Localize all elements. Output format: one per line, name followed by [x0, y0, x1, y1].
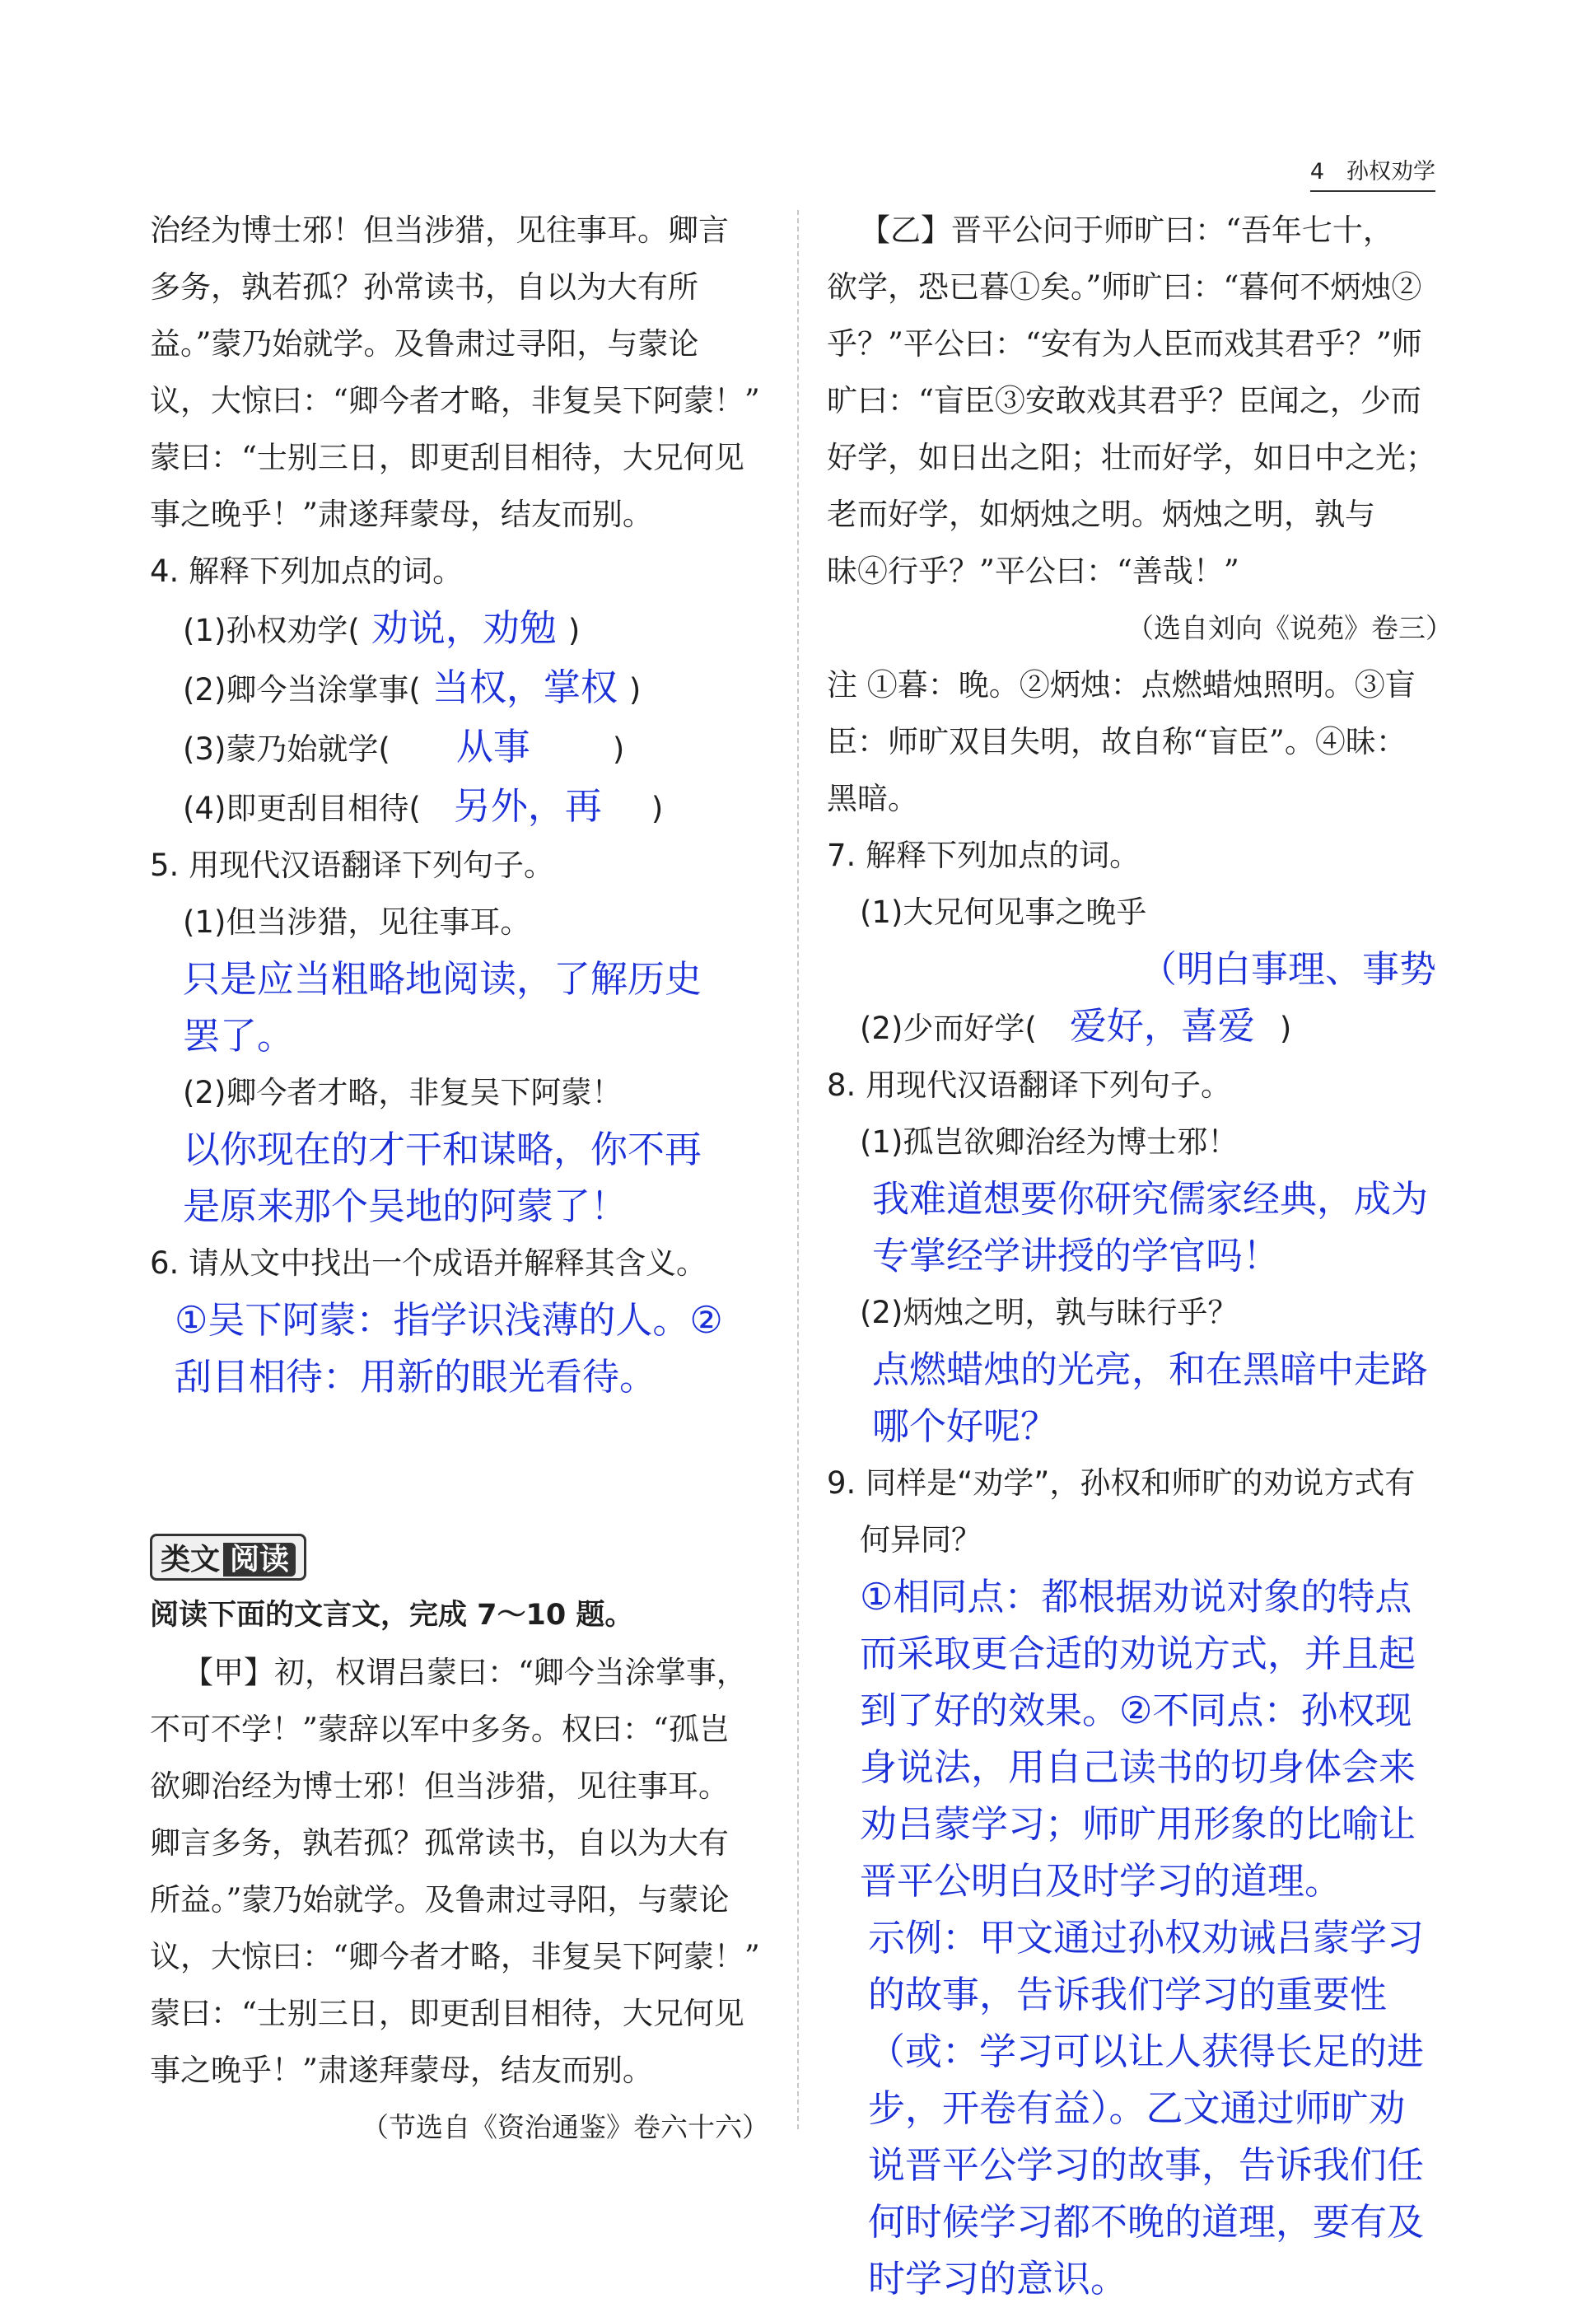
- passage-line: 乎？”平公曰：“安有为人臣而戏其君乎？”师: [827, 326, 1422, 362]
- question-title: 8. 用现代汉语翻译下列句子。: [827, 1067, 1232, 1103]
- handwritten-answer: [827, 1341, 1453, 1455]
- handwritten-answer: [827, 1170, 1453, 1284]
- sentence-prompt: (1)大兄何见事之晚乎: [860, 895, 1147, 930]
- question-item: [827, 997, 1453, 1057]
- question-item: [150, 600, 769, 659]
- passage-line: 议，大惊曰：“卿今者才略，非复吴下阿蒙！”: [150, 383, 760, 418]
- item-close: ): [567, 613, 581, 648]
- item-close: ): [651, 791, 664, 826]
- handwritten-answer: [150, 951, 769, 1064]
- source-citation: （节选自《资治通鉴》卷六十六）: [362, 2111, 769, 2143]
- passage-line: 卿言多务，孰若孤？孤常读书，自以为大有: [150, 1825, 729, 1861]
- question-item: [150, 718, 769, 778]
- passage-line: 所益。”蒙乃始就学。及鲁肃过寻阳，与蒙论: [150, 1882, 730, 1918]
- answer-line: 劝吕蒙学习；师旷用形象的比喻让: [860, 1802, 1416, 1846]
- question-item: [150, 778, 769, 837]
- passage-line: 多务，孰若孤？孙常读书，自以为大有所: [150, 269, 698, 305]
- passage-line: 蒙曰：“士别三日，即更刮目相待，大兄何见: [150, 440, 744, 475]
- passage-line: 老而好学，如炳烛之明。炳烛之明，孰与: [827, 497, 1375, 532]
- question-title: 4. 解释下列加点的词。: [150, 554, 464, 589]
- handwritten-answer: [150, 1121, 769, 1235]
- passage-jia: [150, 1644, 769, 2099]
- answer-line: ①吴下阿蒙：指学识浅薄的人。②: [175, 1298, 723, 1342]
- note-line: 注 ①暮：晚。②炳烛：点燃蜡烛照明。③盲: [827, 667, 1416, 703]
- passage-line: 治经为博士邪！但当涉猎，见往事耳。卿言: [150, 213, 729, 248]
- answer-line: 是原来那个吴地的阿蒙了！: [183, 1184, 628, 1228]
- answer-line: 以你现在的才干和谋略，你不再: [183, 1128, 702, 1171]
- passage-line: 【甲】初，权谓吕蒙曰：“卿今当涂掌事，: [183, 1655, 747, 1690]
- item-close: ): [1279, 1011, 1292, 1046]
- item-prompt: (2)卿今当涂掌事(: [183, 672, 421, 708]
- page-header: 4 孙权劝学: [1310, 153, 1435, 192]
- passage-line: 旷曰：“盲臣③安敢戏其君乎？臣闻之，少而: [827, 383, 1421, 418]
- answer-line: （或：学习可以让人获得长足的进: [868, 2030, 1425, 2073]
- answer-line: 步，开卷有益）。乙文通过师旷劝: [868, 2086, 1406, 2130]
- answer-line: ①相同点：都根据劝说对象的特点: [860, 1575, 1412, 1619]
- answer-line: 而采取更合适的劝说方式，并且起: [860, 1632, 1416, 1675]
- sentence-prompt: (2)卿今者才略，非复吴下阿蒙！: [183, 1075, 623, 1110]
- question-title-cont: 何异同？: [860, 1522, 982, 1558]
- handwritten-answer: 劝说，劝勉: [371, 606, 557, 650]
- question-5: [150, 837, 769, 1235]
- passage-line: 事之晚乎！”肃遂拜蒙母，结友而别。: [150, 497, 653, 532]
- answer-line: 身说法，用自己读书的切身体会来: [860, 1745, 1416, 1789]
- answer-line: 哪个好呢？: [872, 1404, 1058, 1448]
- question-4: [150, 543, 769, 837]
- handwritten-answer: （明白事理、事势: [1140, 947, 1437, 991]
- answer-line: 晋平公明白及时学习的道理。: [860, 1859, 1342, 1903]
- sentence-prompt: (1)孤岂欲卿治经为博士邪！: [860, 1124, 1239, 1160]
- item-prompt: (4)即更刮目相待(: [183, 791, 421, 826]
- instruction: 阅读下面的文言文，完成 7～10 题。: [150, 1599, 634, 1632]
- sentence-prompt: (2)炳烛之明，孰与昧行乎？: [860, 1295, 1239, 1330]
- sentence-prompt: (1)但当涉猎，见往事耳。: [183, 904, 531, 940]
- answer-line: 时学习的意识。: [868, 2257, 1128, 2301]
- question-9: [827, 1455, 1453, 1909]
- passage-line: 不可不学！”蒙辞以军中多务。权曰：“孤岂: [150, 1712, 730, 1747]
- passage-continuation: [150, 202, 769, 543]
- handwritten-answer: [827, 1909, 1453, 2307]
- answer-line: 我难道想要你研究儒家经典，成为: [872, 1177, 1429, 1221]
- answer-line: 点燃蜡烛的光亮，和在黑暗中走路: [872, 1348, 1429, 1391]
- handwritten-answer: [827, 1568, 1453, 1909]
- handwritten-answer: 从事: [455, 725, 530, 768]
- question-7: [827, 827, 1453, 1057]
- passage-line: 益。”蒙乃始就学。及鲁肃过寻阳，与蒙论: [150, 326, 699, 362]
- passage-line: 【乙】晋平公问于师旷曰：“吾年七十，: [860, 213, 1393, 248]
- answer-line: 专掌经学讲授的学官吗！: [872, 1234, 1281, 1278]
- answer-line: 的故事，告诉我们学习的重要性: [868, 1973, 1388, 2016]
- source-citation: （选自刘向《说苑》卷三）: [1127, 612, 1453, 644]
- note-line: 臣：师旷双目失明，故自称“盲臣”。④昧：: [827, 724, 1407, 759]
- answer-line: 刮目相待：用新的眼光看待。: [175, 1355, 657, 1399]
- passage-yi: [827, 202, 1453, 600]
- question-title: 7. 解释下列加点的词。: [827, 838, 1141, 873]
- note-line: 黑暗。: [827, 781, 918, 816]
- handwritten-answer: 爱好，喜爱: [1069, 1004, 1255, 1048]
- question-title: 5. 用现代汉语翻译下列句子。: [150, 848, 555, 883]
- question-title: 6. 请从文中找出一个成语并解释其含义。: [150, 1245, 707, 1281]
- passage-line: 议，大惊曰：“卿今者才略，非复吴下阿蒙！”: [150, 1939, 760, 1974]
- answer-line: 示例：甲文通过孙权劝诫吕蒙学习: [868, 1916, 1425, 1960]
- item-prompt: (2)少而好学(: [860, 1011, 1037, 1046]
- passage-line: 欲卿治经为博士邪！但当涉猎，见往事耳。: [150, 1768, 729, 1804]
- passage-line: 欲学，恐已暮①矣。”师旷曰：“暮何不炳烛②: [827, 269, 1422, 305]
- passage-line: 事之晚乎！”肃遂拜蒙母，结友而别。: [150, 2053, 653, 2088]
- item-close: ): [628, 672, 642, 708]
- section-tag: [150, 1534, 306, 1581]
- passage-line: 蒙曰：“士别三日，即更刮目相待，大兄何见: [150, 1996, 744, 2031]
- right-column: [827, 202, 1453, 2307]
- question-title: 9. 同样是“劝学”，孙权和师旷的劝说方式有: [827, 1465, 1416, 1501]
- handwritten-answer: [150, 1292, 769, 1405]
- passage-line: 好学，如日出之阳；壮而好学，如日中之光；: [827, 440, 1436, 475]
- footnotes: [827, 656, 1453, 827]
- question-item: [150, 659, 769, 718]
- left-column: [150, 202, 769, 2156]
- item-close: ): [612, 731, 625, 767]
- section-tag-a: 类文: [161, 1543, 221, 1577]
- answer-line: 何时候学习都不晚的道理，要有及: [868, 2200, 1425, 2244]
- question-10: [827, 1909, 1453, 2307]
- column-divider: [797, 210, 799, 2129]
- answer-line: 罢了。: [183, 1014, 295, 1058]
- passage-line: 昧④行乎？”平公曰：“善哉！”: [827, 554, 1239, 589]
- handwritten-answer: 另外，再: [453, 784, 602, 828]
- question-6: [150, 1235, 769, 1405]
- section-tag-b: 阅读: [223, 1543, 296, 1577]
- answer-line: 只是应当粗略地阅读，了解历史: [183, 957, 702, 1001]
- item-prompt: (3)蒙乃始就学(: [183, 731, 390, 767]
- item-prompt: (1)孙权劝学(: [183, 613, 360, 648]
- question-8: [827, 1057, 1453, 1455]
- handwritten-answer: 当权，掌权: [432, 666, 618, 709]
- answer-line: 到了好的效果。②不同点：孙权现: [860, 1689, 1412, 1732]
- answer-line: 说晋平公学习的故事，告诉我们任: [868, 2143, 1425, 2187]
